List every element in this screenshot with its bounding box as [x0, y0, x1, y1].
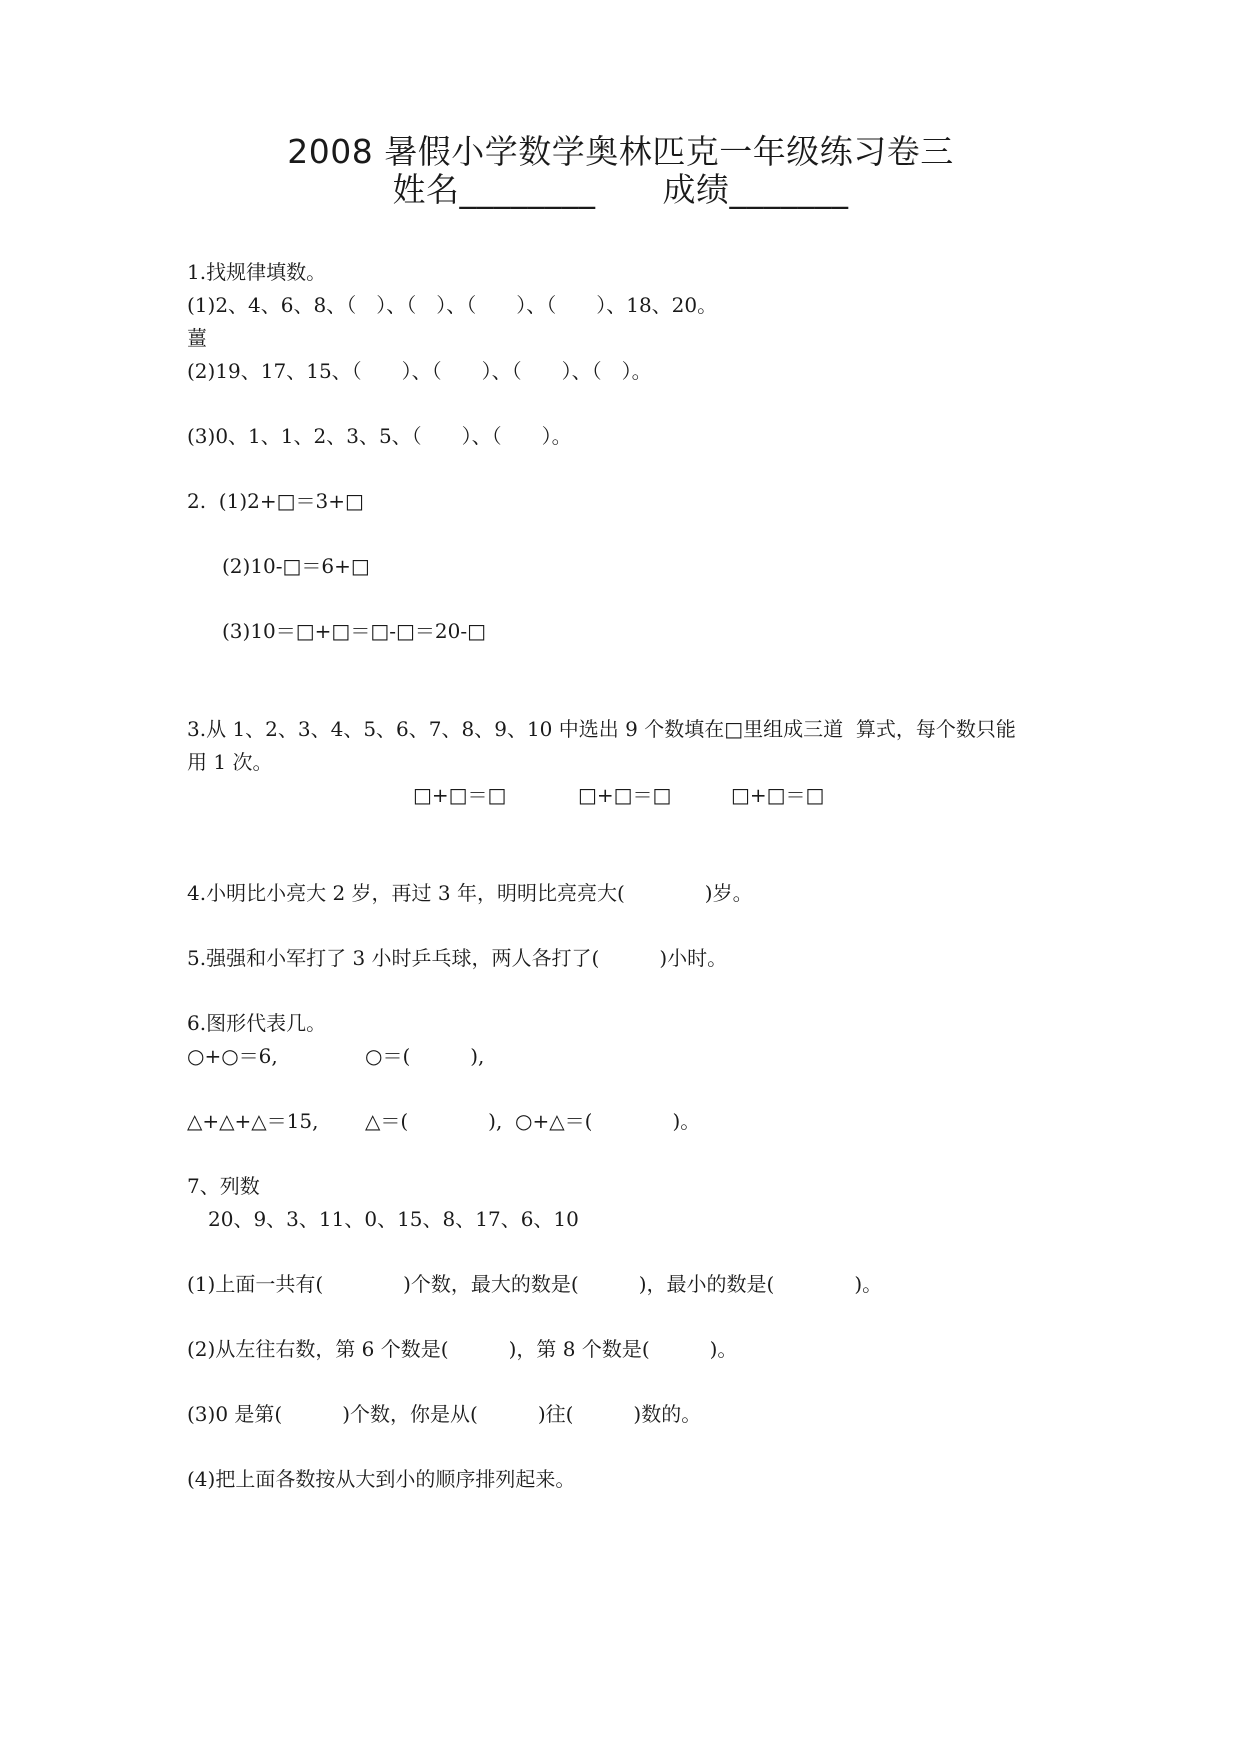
q3-equation-2: □+□＝□ — [578, 783, 672, 807]
q1-stray-char: 薑 — [187, 326, 207, 350]
q3-equation-3: □+□＝□ — [731, 783, 825, 807]
q1-part1: (1)2、4、6、8、（ ）、（ ）、（ ）、（ ）、18、20。 — [187, 293, 718, 317]
q3-equation-1: □+□＝□ — [413, 783, 507, 807]
q6-heading: 6.图形代表几。 — [187, 1011, 327, 1035]
page-title: 2008 暑假小学数学奥林匹克一年级练习卷三 — [287, 132, 954, 171]
q7-part1: (1)上面一共有( )个数，最大的数是( )，最小的数是( )。 — [187, 1272, 883, 1296]
q7-number-list: 20、9、3、11、0、15、8、17、6、10 — [208, 1207, 579, 1231]
q1-part2: (2)19、17、15、（ ）、（ ）、（ ）、（ ）。 — [187, 359, 652, 383]
name-score-line: 姓名________ 成绩_______ — [392, 170, 849, 209]
q5-text: 5.强强和小军打了 3 小时乒乓球，两人各打了( )小时。 — [187, 946, 728, 970]
q7-part4: (4)把上面各数按从大到小的顺序排列起来。 — [187, 1467, 576, 1491]
q7-heading: 7、列数 — [187, 1174, 260, 1198]
q2-part2: (2)10-□＝6+□ — [222, 554, 370, 578]
q6-triangle-answer: △＝( ), ○+△＝( )。 — [365, 1109, 701, 1133]
q6-triangle-equation: △+△+△＝15, — [187, 1109, 319, 1133]
q2-part1: 2. (1)2+□＝3+□ — [187, 489, 364, 513]
q2-part3: (3)10＝□+□＝□-□＝20-□ — [222, 619, 486, 643]
q3-text-line2: 用 1 次。 — [187, 750, 273, 774]
q7-part2: (2)从左往右数，第 6 个数是( )，第 8 个数是( )。 — [187, 1337, 738, 1361]
q1-part3: (3)0、1、1、2、3、5、（ ）、（ ）。 — [187, 424, 572, 448]
q6-circle-answer: ○＝( ), — [365, 1044, 485, 1068]
q1-heading: 1.找规律填数。 — [187, 260, 327, 284]
q7-part3: (3)0 是第( )个数，你是从( )往( )数的。 — [187, 1402, 702, 1426]
q3-text-line1: 3.从 1、2、3、4、5、6、7、8、9、10 中选出 9 个数填在□里组成三道 算式，每个数只能 — [187, 717, 1016, 741]
q6-circle-equation: ○+○＝6, — [187, 1044, 278, 1068]
q4-text: 4.小明比小亮大 2 岁，再过 3 年，明明比亮亮大( )岁。 — [187, 881, 753, 905]
